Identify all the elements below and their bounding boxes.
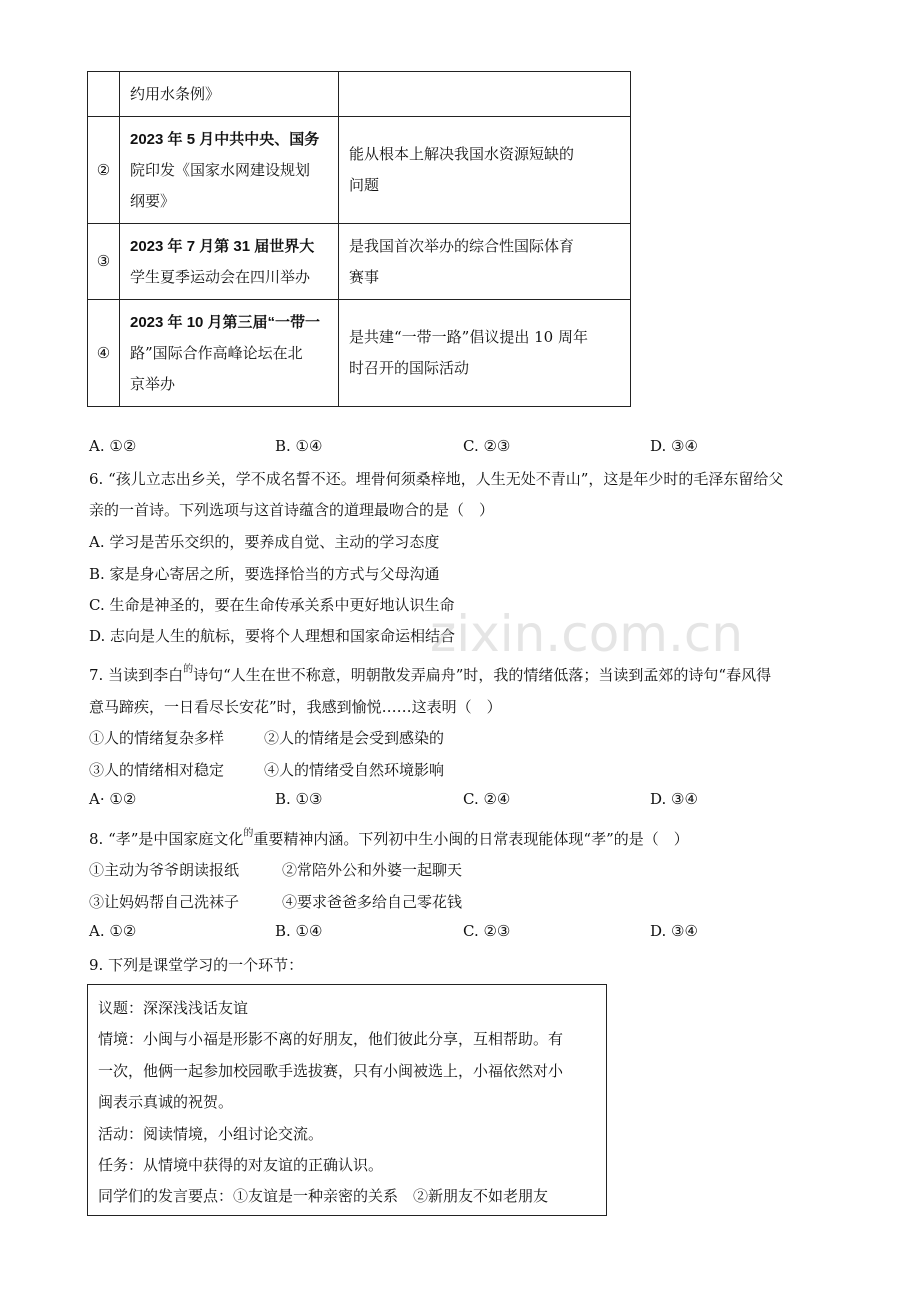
table-row	[88, 72, 631, 117]
q8-option-c: C. ②③	[463, 922, 511, 940]
row-number	[88, 72, 120, 117]
box-line: 议题：深深浅浅话友谊	[98, 999, 249, 1017]
q8-statement-4: ④要求爸爸多给自己零花钱	[282, 893, 463, 911]
q8-option-a: A. ①②	[89, 922, 137, 940]
q7-stem-line2: 意马蹄疾，一日看尽长安花”时，我感到愉悦……这表明（ ）	[89, 698, 502, 716]
box-line: 闽表示真诚的祝贺。	[98, 1093, 234, 1112]
row-number: ②	[88, 117, 120, 224]
q8-stem: 8. “孝”是中国家庭文化$^的$重要精神内涵。下列初中生小闽的日常表现能体现“孝”的是（ ）	[89, 828, 689, 848]
watermark: zixin.com.cn	[430, 605, 744, 663]
q9-intro: 9. 下列是课堂学习的一个环节：	[89, 956, 304, 974]
q6-stem-line1: 6. “孩儿立志出乡关，学不成名誓不还。埋骨何须桑梓地，人生无处不青山”，这是年少时的毛泽东留给父	[89, 470, 784, 488]
q8-statement-2: ②常陪外公和外婆一起聊天	[282, 861, 463, 879]
q7-option-a: A· ①②	[89, 790, 137, 808]
q5-option-c: C. ②③	[463, 437, 511, 455]
q7-statement-1: ①人的情绪复杂多样	[89, 729, 225, 747]
q6-option-c: C. 生命是神圣的，要在生命传承关系中更好地认识生命	[89, 596, 455, 614]
q7-option-b: B. ①③	[275, 790, 323, 808]
ruby-mark: 的	[183, 664, 194, 675]
q7-statement-2: ②人的情绪是会受到感染的	[264, 729, 445, 747]
box-line: 同学们的发言要点：①友谊是一种亲密的关系 ②新朋友不如老朋友	[98, 1187, 549, 1206]
q7-option-d: D. ③④	[650, 790, 698, 808]
table-row	[88, 117, 631, 224]
row-event: 2023 年 7 月第 31 届世界大 学生夏季运动会在四川举办	[120, 224, 339, 300]
box-line: 活动：阅读情境，小组讨论交流。	[98, 1124, 324, 1143]
events-table	[87, 71, 631, 407]
row-event: 约用水条例》	[120, 72, 339, 117]
q6-option-b: B. 家是身心寄居之所，要选择恰当的方式与父母沟通	[89, 565, 440, 583]
ruby-mark: 的	[243, 828, 254, 839]
table-row	[88, 300, 631, 407]
row-event: 2023 年 5 月中共中央、国务 院印发《国家水网建设规划 纲要》	[120, 117, 339, 224]
q7-statement-3: ③人的情绪相对稳定	[89, 761, 225, 779]
q5-option-a: A. ①②	[89, 437, 137, 455]
row-event: 2023 年 10 月第三届“一带一 路”国际合作高峰论坛在北 京举办	[120, 300, 339, 407]
row-number: ④	[88, 300, 120, 407]
box-line: 情境：小闽与小福是形影不离的好朋友，他们彼此分享，互相帮助。有	[98, 1030, 564, 1049]
q6-option-a: A. 学习是苦乐交织的，要养成自觉、主动的学习态度	[89, 533, 440, 551]
box-line: 任务：从情境中获得的对友谊的正确认识。	[98, 1156, 384, 1175]
q8-option-d: D. ③④	[650, 922, 698, 940]
table-row	[88, 224, 631, 300]
q6-stem-line2: 亲的一首诗。下列选项与这首诗蕴含的道理最吻合的是（ ）	[89, 501, 495, 519]
q6-option-d: D. 志向是人生的航标，要将个人理想和国家命运相结合	[89, 627, 456, 645]
box-line: 一次，他俩一起参加校园歌手选拔赛，只有小闽被选上，小福依然对小	[98, 1061, 564, 1080]
q7-statement-4: ④人的情绪受自然环境影响	[264, 761, 445, 779]
row-number: ③	[88, 224, 120, 300]
q5-option-d: D. ③④	[650, 437, 698, 455]
q8-option-b: B. ①④	[275, 922, 323, 940]
q5-option-b: B. ①④	[275, 437, 323, 455]
row-description: 是共建“一带一路”倡议提出 10 周年 时召开的国际活动	[339, 300, 631, 407]
row-description: 是我国首次举办的综合性国际体育 赛事	[339, 224, 631, 300]
q7-stem-line1: 7. 当读到李白$^的$诗句“人生在世不称意，明朝散发弄扁舟”时，我的情绪低落；当读到孟郊的诗句“春风得	[89, 664, 772, 684]
row-description: 能从根本上解决我国水资源短缺的 问题	[339, 117, 631, 224]
q7-option-c: C. ②④	[463, 790, 511, 808]
q9-scenario-box	[87, 984, 607, 1216]
row-description	[339, 72, 631, 117]
q8-statement-1: ①主动为爷爷朗读报纸	[89, 861, 240, 879]
q8-statement-3: ③让妈妈帮自己洗袜子	[89, 893, 240, 911]
